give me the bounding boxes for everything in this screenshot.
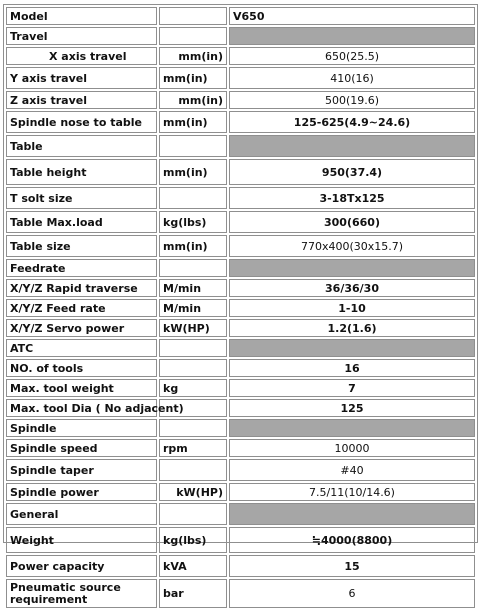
row-label: Y axis travel <box>6 67 157 89</box>
section-title: General <box>6 503 157 525</box>
row-label: X axis travel <box>6 47 157 65</box>
table-row <box>6 47 475 65</box>
row-label: Max. tool Dia ( No adjacent) <box>6 399 157 417</box>
row-value: 500(19.6) <box>229 91 475 109</box>
row-value: 650(25.5) <box>229 47 475 65</box>
row-value: 770x400(30x15.7) <box>229 235 475 257</box>
row-value: 6 <box>229 579 475 608</box>
table-row <box>6 319 475 337</box>
row-value: ≒4000(8800) <box>229 527 475 553</box>
table-row <box>6 159 475 185</box>
row-value: 1.2(1.6) <box>229 319 475 337</box>
row-label: Pneumatic source requirement <box>6 579 157 608</box>
row-unit: rpm <box>159 439 227 457</box>
section-unit-cell <box>159 339 227 357</box>
row-value: 300(660) <box>229 211 475 233</box>
row-label: X/Y/Z Rapid traverse <box>6 279 157 297</box>
section-title: Spindle <box>6 419 157 437</box>
table-row <box>6 399 475 417</box>
section-row-feedrate <box>6 259 475 277</box>
row-unit <box>159 459 227 481</box>
table-row <box>6 527 475 553</box>
table-row <box>6 187 475 209</box>
section-bar <box>229 339 475 357</box>
row-value: 15 <box>229 555 475 577</box>
row-label: X/Y/Z Feed rate <box>6 299 157 317</box>
row-label: Z axis travel <box>6 91 157 109</box>
row-unit: M/min <box>159 299 227 317</box>
row-value: 7.5/11(10/14.6) <box>229 483 475 501</box>
section-unit-cell <box>159 259 227 277</box>
section-bar <box>229 259 475 277</box>
row-unit: kg(lbs) <box>159 527 227 553</box>
table-row <box>6 279 475 297</box>
table-row <box>6 91 475 109</box>
spec-table <box>4 5 477 610</box>
section-row-table <box>6 135 475 157</box>
table-row <box>6 359 475 377</box>
row-unit: mm(in) <box>159 67 227 89</box>
section-bar <box>229 419 475 437</box>
section-title: Feedrate <box>6 259 157 277</box>
table-row <box>6 379 475 397</box>
section-title: Travel <box>6 27 157 45</box>
row-unit: mm(in) <box>159 159 227 185</box>
section-row-atc <box>6 339 475 357</box>
row-unit: kVA <box>159 555 227 577</box>
row-label: NO. of tools <box>6 359 157 377</box>
row-value: 16 <box>229 359 475 377</box>
row-value: 1-10 <box>229 299 475 317</box>
row-label: Spindle nose to table <box>6 111 157 133</box>
row-value: 10000 <box>229 439 475 457</box>
section-title: ATC <box>6 339 157 357</box>
row-value: 36/36/30 <box>229 279 475 297</box>
row-unit <box>159 187 227 209</box>
section-unit-cell <box>159 27 227 45</box>
model-label: Model <box>6 7 157 25</box>
section-bar <box>229 503 475 525</box>
row-unit: kg <box>159 379 227 397</box>
row-unit: mm(in) <box>159 235 227 257</box>
model-value: V650 <box>229 7 475 25</box>
row-unit: kg(lbs) <box>159 211 227 233</box>
row-unit: kW(HP) <box>159 319 227 337</box>
spec-table-frame <box>3 4 478 606</box>
row-unit: bar <box>159 579 227 608</box>
row-unit <box>159 359 227 377</box>
table-row <box>6 555 475 577</box>
table-row <box>6 459 475 481</box>
row-value: 125-625(4.9~24.6) <box>229 111 475 133</box>
row-value: 410(16) <box>229 67 475 89</box>
row-label: Max. tool weight <box>6 379 157 397</box>
table-row <box>6 67 475 89</box>
row-label: Power capacity <box>6 555 157 577</box>
row-label: Table size <box>6 235 157 257</box>
row-label: Table Max.load <box>6 211 157 233</box>
table-row <box>6 299 475 317</box>
section-row-spindle <box>6 419 475 437</box>
section-title: Table <box>6 135 157 157</box>
row-label: Weight <box>6 527 157 553</box>
table-row <box>6 211 475 233</box>
row-label: X/Y/Z Servo power <box>6 319 157 337</box>
row-unit: mm(in) <box>159 47 227 65</box>
row-label: Spindle speed <box>6 439 157 457</box>
section-bar <box>229 27 475 45</box>
section-unit-cell <box>159 419 227 437</box>
table-row <box>6 7 475 25</box>
row-value: 950(37.4) <box>229 159 475 185</box>
row-label: Table height <box>6 159 157 185</box>
table-row <box>6 579 475 608</box>
table-row <box>6 235 475 257</box>
section-unit-cell <box>159 503 227 525</box>
section-row-general <box>6 503 475 525</box>
row-unit: M/min <box>159 279 227 297</box>
row-unit: kW(HP) <box>159 483 227 501</box>
section-row-travel <box>6 27 475 45</box>
row-unit: mm(in) <box>159 111 227 133</box>
section-unit-cell <box>159 135 227 157</box>
row-value: #40 <box>229 459 475 481</box>
section-bar <box>229 135 475 157</box>
row-value: 7 <box>229 379 475 397</box>
row-value: 125 <box>229 399 475 417</box>
row-label: Spindle power <box>6 483 157 501</box>
table-row <box>6 111 475 133</box>
model-unit-cell <box>159 7 227 25</box>
row-value: 3-18Tx125 <box>229 187 475 209</box>
row-label: Spindle taper <box>6 459 157 481</box>
row-label: T solt size <box>6 187 157 209</box>
table-row <box>6 439 475 457</box>
row-unit: mm(in) <box>159 91 227 109</box>
table-row <box>6 483 475 501</box>
